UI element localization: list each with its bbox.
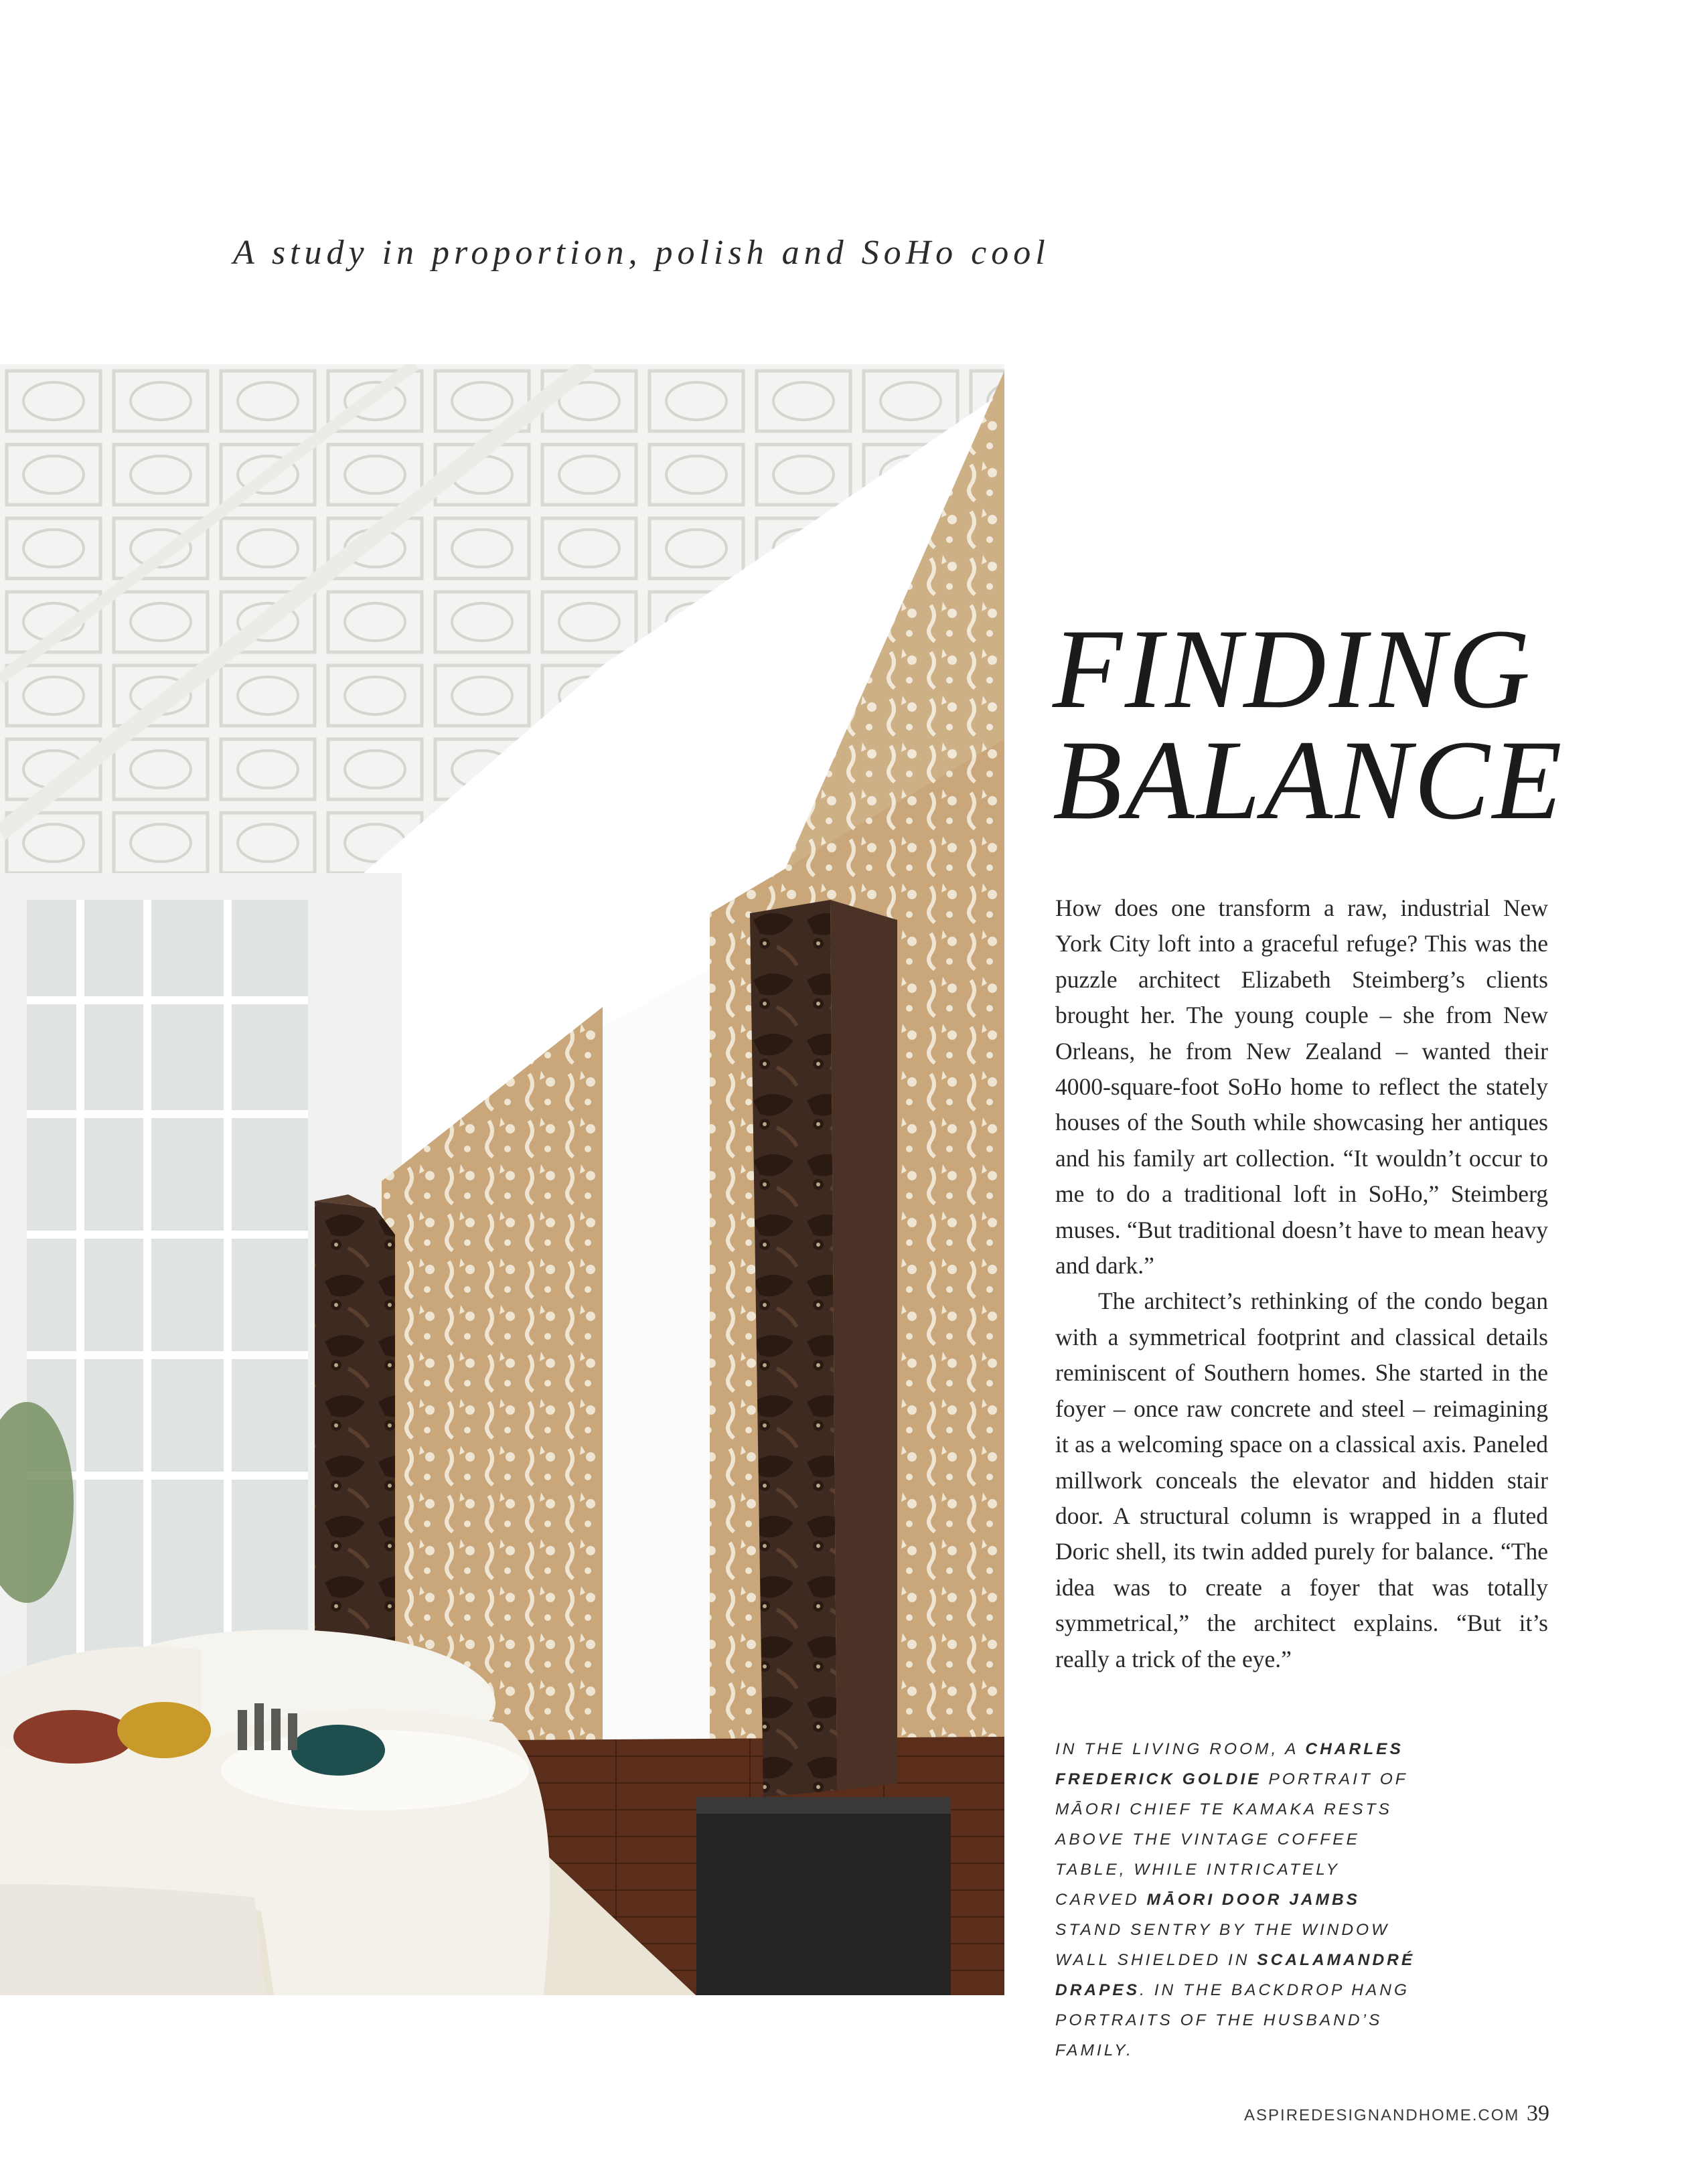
title-line-2: BALANCE: [1053, 717, 1565, 843]
page-subtitle: A study in proportion, polish and SoHo cool: [233, 234, 1050, 272]
caption-text: STAND SENTRY BY THE WINDOW WALL SHIELDED IN: [1055, 1921, 1390, 1969]
caption-emphasis: MĀORI DOOR JAMBS: [1146, 1891, 1361, 1909]
caption-text: . IN THE BACKDROP HANG PORTRAITS OF THE HUSBAND’S FAMILY.: [1055, 1981, 1410, 2059]
french-doors: [0, 900, 308, 1703]
body-paragraph: The architect’s rethinking of the condo began with a symmetrical footprint and classical details reminiscent of Southern homes. She started in the foyer – once raw concrete and steel – reimagining it as a welcoming space on a classical axis. Paneled millwork conceals the elevator and hidden stair door. A structural column is wrapped in a fluted Doric shell, its twin added purely for balance. “The idea was to create a foyer that was totally symmetrical,” the architect explains. “But it’s really a trick of the eye.”: [1055, 1288, 1548, 1672]
caption-emphasis: SCALAMANDRÉ DRAPES: [1055, 1951, 1416, 1999]
caption-text: IN THE LIVING ROOM, A: [1055, 1740, 1306, 1758]
article-title: [1053, 606, 1565, 843]
page-number: 39: [1527, 2101, 1549, 2126]
footer-website: ASPIREDESIGNANDHOME.COM: [1244, 2106, 1520, 2124]
caption-emphasis: CHARLES FREDERICK GOLDIE: [1055, 1740, 1403, 1788]
body-paragraph: How does one transform a raw, industrial New York City loft into a graceful refuge? This was the puzzle architect Elizabeth Steimberg’s clients brought her. The young couple – she from New Orleans, he from New Zealand – wanted their 4000-square-foot SoHo home to reflect the stately houses of the South while showcasing her antiques and his family art collection. “It wouldn’t occur to me to do a traditional loft in SoHo,” Steimberg muses. “But traditional doesn’t have to mean heavy and dark.”: [1055, 894, 1548, 1279]
photo-caption: [1055, 1734, 1430, 2065]
living-room-illustration: [0, 364, 1004, 1995]
article-body: [1055, 890, 1548, 1677]
title-line-1: FINDING: [1053, 606, 1533, 732]
white-sofa: [0, 1630, 550, 1995]
caption-text: PORTRAIT OF MĀORI CHIEF TE KAMAKA RESTS ABOVE THE VINTAGE COFFEE TABLE, WHILE INTRICATELY CARVED: [1055, 1770, 1408, 1909]
living-room-photo: [0, 364, 1004, 1995]
